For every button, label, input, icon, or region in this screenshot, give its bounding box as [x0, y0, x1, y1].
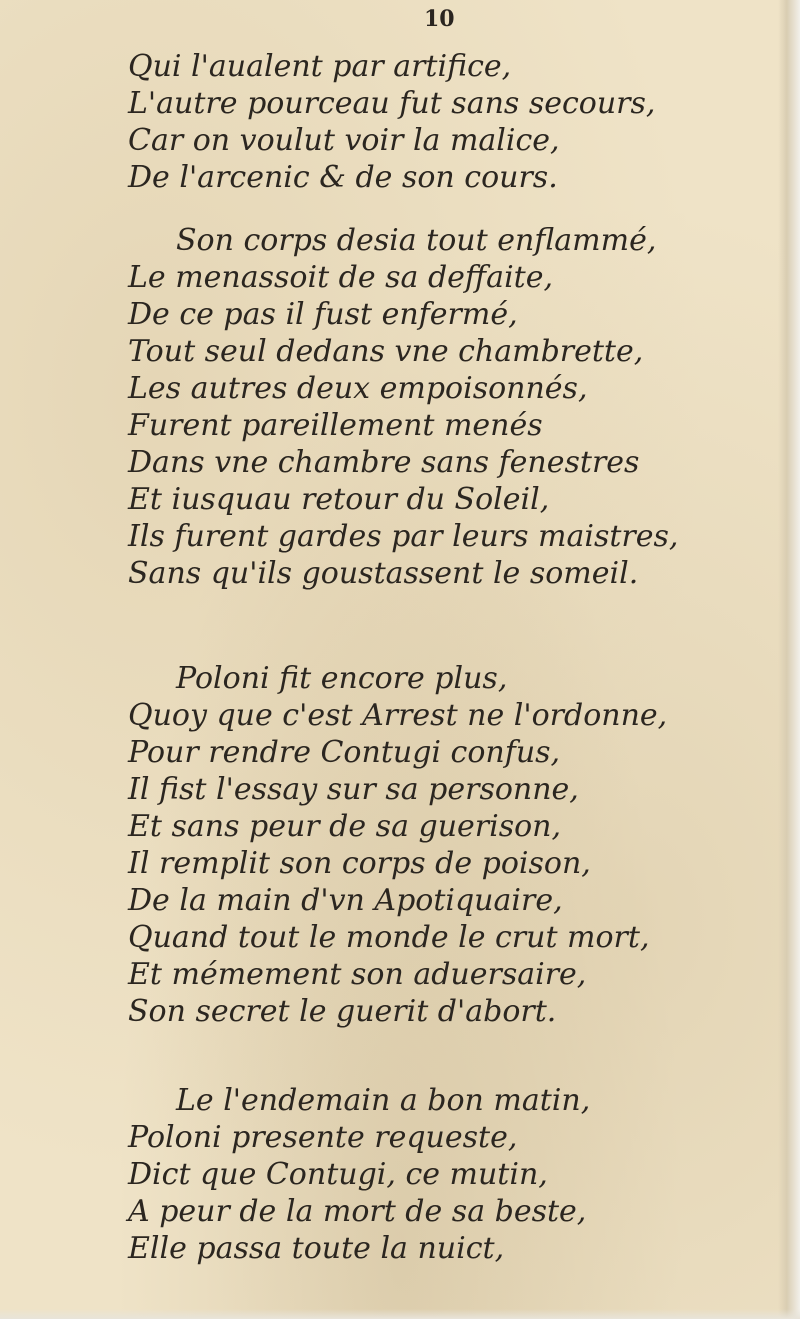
verse-line: Pour rendre Contugi confus,: [128, 735, 561, 770]
verse-line: Poloni presente requeste,: [128, 1120, 518, 1155]
verse-line: Poloni fit encore plus,: [176, 661, 508, 696]
verse-line: Elle passa toute la nuict,: [128, 1231, 505, 1266]
verse-line: Qui l'aualent par artifice,: [128, 49, 512, 84]
verse-line: Dans vne chambre sans fenestres: [128, 445, 640, 480]
verse-line: Et sans peur de sa guerison,: [128, 809, 562, 844]
verse-line: L'autre pourceau fut sans secours,: [128, 86, 656, 121]
stanza-1: [128, 48, 728, 196]
verse-line: Car on voulut voir la malice,: [128, 123, 560, 158]
verse-line: Les autres deux empoisonnés,: [128, 371, 588, 406]
verse-line: Quoy que c'est Arrest ne l'ordonne,: [128, 698, 668, 733]
page-bottom-edge: [0, 1309, 800, 1319]
stanza-4: [128, 1082, 728, 1267]
verse-line: Il fist l'essay sur sa personne,: [128, 772, 579, 807]
stanza-2: [128, 222, 728, 592]
verse-line: Furent pareillement menés: [128, 408, 543, 443]
verse-line: Son secret le guerit d'abort.: [128, 994, 557, 1029]
page-edge-shadow: [778, 0, 800, 1319]
verse-line: Et mémement son aduersaire,: [128, 957, 587, 992]
verse-line: Le l'endemain a bon matin,: [176, 1083, 591, 1118]
verse-line: Tout seul dedans vne chambrette,: [128, 334, 644, 369]
verse-line: Et iusquau retour du Soleil,: [128, 482, 550, 517]
verse-line: De ce pas il fust enfermé,: [128, 297, 518, 332]
verse-line: Dict que Contugi, ce mutin,: [128, 1157, 548, 1192]
verse-line: Quand tout le monde le crut mort,: [128, 920, 650, 955]
verse-line: Il remplit son corps de poison,: [128, 846, 591, 881]
verse-line: Son corps desia tout enflammé,: [176, 223, 657, 258]
verse-line: Sans qu'ils goustassent le someil.: [128, 556, 639, 591]
page-number: 10: [424, 6, 455, 32]
verse-line: Ils furent gardes par leurs maistres,: [128, 519, 679, 554]
stanza-3: [128, 660, 728, 1030]
verse-line: A peur de la mort de sa beste,: [128, 1194, 587, 1229]
verse-line: Le menassoit de sa deffaite,: [128, 260, 554, 295]
verse-line: De la main d'vn Apotiquaire,: [128, 883, 563, 918]
verse-line: De l'arcenic & de son cours.: [128, 160, 558, 195]
